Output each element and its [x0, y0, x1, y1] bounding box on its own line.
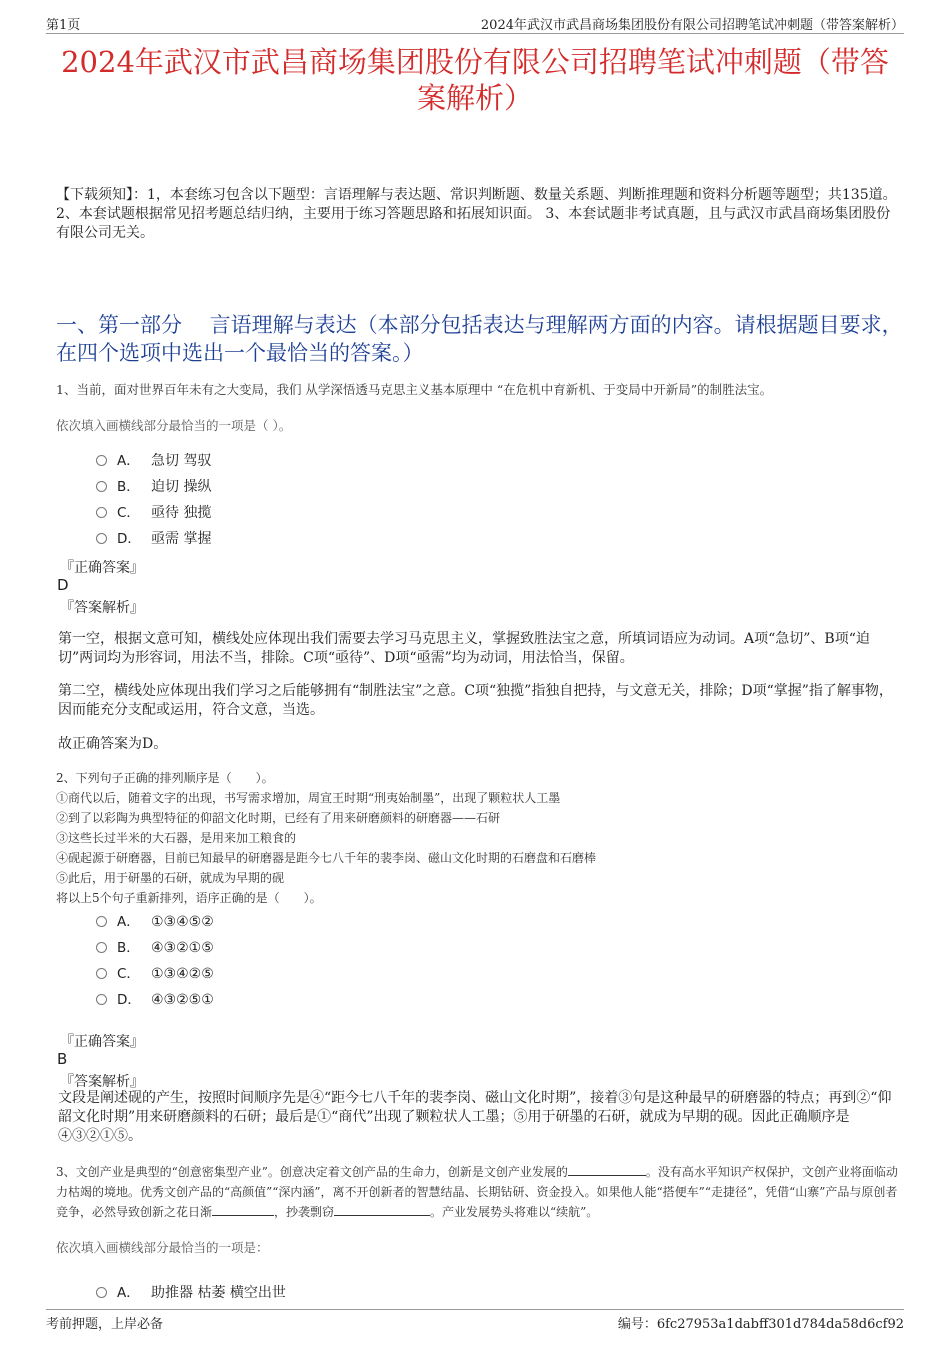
q2-line: 2、下列句子正确的排列顺序是（ ）。 — [56, 771, 274, 785]
radio-icon[interactable] — [96, 1287, 107, 1298]
page-number: 第1页 — [46, 18, 81, 33]
q1-option-a[interactable]: A． 急切 驾驭 — [96, 451, 211, 471]
q2-answer: B — [57, 1050, 68, 1068]
q2-analysis-label: 『答案解析』 — [60, 1074, 144, 1090]
q1-option-c[interactable]: C． 亟待 独揽 — [96, 503, 211, 523]
radio-icon[interactable] — [96, 507, 107, 518]
footer-slogan: 考前押题，上岸必备 — [46, 1317, 164, 1332]
q1-answer: D — [57, 576, 69, 594]
fill-blank — [212, 1203, 274, 1216]
document-title: 2024年武汉市武昌商场集团股份有限公司招聘笔试冲刺题（带答案解析） — [61, 45, 889, 115]
radio-icon[interactable] — [96, 455, 107, 466]
q2-line: ④砚起源于研磨器，目前已知最早的研磨器是距今七八千年的裴李岗、磁山文化时期的石磨盘和石磨棒 — [56, 851, 597, 865]
q1-analysis-label: 『答案解析』 — [60, 600, 144, 616]
q2-answer-label: 『正确答案』 — [60, 1034, 144, 1050]
section-heading: 一、第一部分 言语理解与表达（本部分包括表达与理解两方面的内容。请根据题目要求，在四个选项中选出一个最恰当的答案。） — [56, 313, 903, 365]
q1-analysis-para-3: 故正确答案为D。 — [58, 736, 168, 752]
q1-option-d[interactable]: D． 亟需 掌握 — [96, 529, 211, 549]
radio-icon[interactable] — [96, 942, 107, 953]
footer-divider — [46, 1309, 904, 1310]
radio-icon[interactable] — [96, 968, 107, 979]
radio-icon[interactable] — [96, 994, 107, 1005]
page-header — [46, 14, 904, 34]
q1-answer-label: 『正确答案』 — [60, 560, 144, 576]
q2-line: ③这些长过半米的大石器，是用来加工粮食的 — [56, 831, 297, 845]
radio-icon[interactable] — [96, 916, 107, 927]
q3-option-a[interactable]: A． 助推器 枯萎 横空出世 — [96, 1283, 286, 1303]
question-3-text: 3、文创产业是典型的“创意密集型产业”。创意决定着文创产品的生命力，创新是文创产业发展的 。没有高水平知识产权保护，文创产业将面临动力枯竭的境地。优秀文创产品的“高颜值”“深内涵”，离不开创新者的智慧结晶、长期钻研、资金投入。如果他人能“搭便车”“走捷径”，凭借“山寨”产品与原创者竞争，必然导致创新之花日渐 ，抄袭剽窃 。产业发展势头将难以“续航”。 — [56, 1165, 898, 1219]
q2-line: ②到了以彩陶为典型特征的仰韶文化时期，已经有了用来研磨颜料的研磨器——石研 — [56, 811, 501, 825]
question-1-stem: 依次填入画横线部分最恰当的一项是（ ）。 — [56, 418, 292, 433]
question-1-text: 1、当前，面对世界百年未有之大变局，我们 从学深悟透马克思主义基本原理中 “在危机中育新机、于变局中开新局”的制胜法宝。 — [56, 382, 773, 397]
header-divider — [46, 33, 904, 34]
header-doc-title: 2024年武汉市武昌商场集团股份有限公司招聘笔试冲刺题（带答案解析） — [480, 18, 904, 33]
q1-option-b[interactable]: B． 迫切 操纵 — [96, 477, 211, 497]
q2-line: ①商代以后，随着文字的出现，书写需求增加，周宣王时期“刑夷始制墨”，出现了颗粒状人工墨 — [56, 791, 561, 805]
footer-doc-id: 编号：6fc27953a1dabff301d784da58d6cf92 — [617, 1317, 904, 1332]
download-notice: 【下载须知】：1，本套练习包含以下题型：言语理解与表达题、常识判断题、数量关系题、判断推理题和资料分析题等题型；共135道。 2、本套试题根据常见招考题总结归纳，主要用于练习答题思路和拓展知识面。 3、本套试题非考试真题，且与武汉市武昌商场集团股份有限公司无关。 — [56, 187, 897, 241]
q1-analysis-para-2: 第二空，横线处应体现出我们学习之后能够拥有“制胜法宝”之意。C项“独揽”指独自把持，与文意无关，排除；D项“掌握”指了解事物，因而能充分支配或运用，符合文意，当选。 — [58, 683, 893, 718]
q2-line: ⑤此后，用于研墨的石研，就成为早期的砚 — [56, 871, 285, 885]
q2-option-c[interactable]: C． ①③④②⑤ — [96, 964, 214, 984]
question-3-stem: 依次填入画横线部分最恰当的一项是： — [56, 1240, 269, 1255]
radio-icon[interactable] — [96, 481, 107, 492]
q2-option-b[interactable]: B． ④③②①⑤ — [96, 938, 214, 958]
q2-option-a[interactable]: A． ①③④⑤② — [96, 912, 214, 932]
q2-option-d[interactable]: D． ④③②⑤① — [96, 990, 214, 1010]
fill-blank — [334, 1203, 430, 1216]
q1-analysis-para-1: 第一空，根据文意可知，横线处应体现出我们需要去学习马克思主义，掌握致胜法宝之意，所填词语应为动词。A项“急切”、B项“迫切”两词均为形容词，用法不当，排除。C项“亟待”、D项“亟需”均为动词，用法恰当，保留。 — [58, 631, 870, 666]
fill-blank — [568, 1163, 646, 1176]
radio-icon[interactable] — [96, 533, 107, 544]
q2-analysis: 文段是阐述砚的产生，按照时间顺序先是④“距今七八千年的裴李岗、磁山文化时期”，接着③句是这种最早的研磨器的特点；再到②“仰韶文化时期”用来研磨颜料的石研；最后是①“商代”出现了颗粒状人工墨；⑤用于研墨的石研，就成为早期的砚。因此正确顺序是④③②①⑤。 — [58, 1090, 892, 1144]
q2-line: 将以上5个句子重新排列，语序正确的是（ ）。 — [56, 891, 322, 905]
